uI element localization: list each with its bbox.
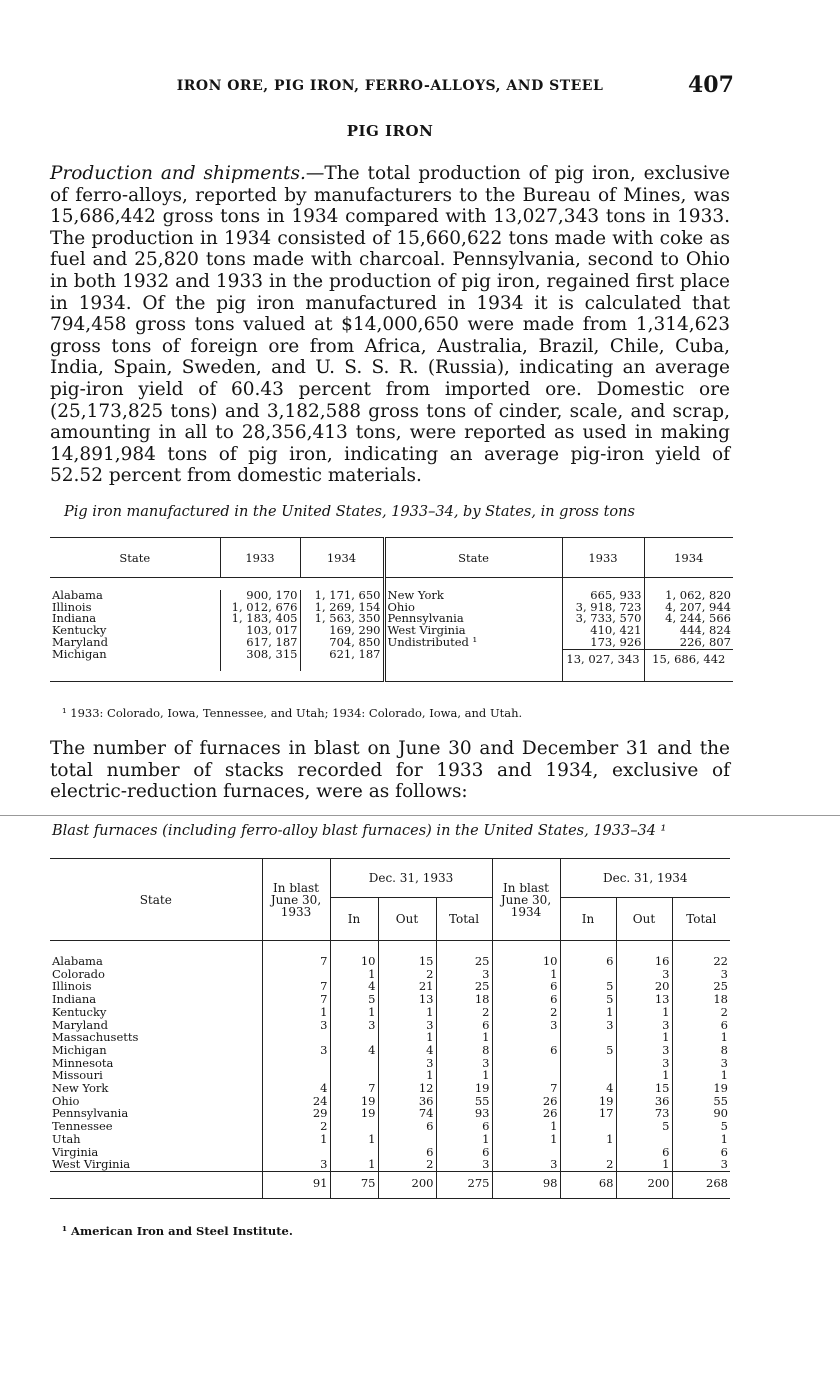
t2-value-tot33: 1 (436, 1133, 492, 1146)
t2-value-tot34: 1 (672, 1031, 730, 1044)
t2-value-in33: 1 (330, 1158, 378, 1171)
table-row (50, 1095, 730, 1108)
t2-value-j33: 1 (262, 1006, 330, 1019)
table-row (50, 968, 730, 981)
t2-total-in34: 68 (560, 1171, 616, 1198)
t2-state: Indiana (52, 992, 97, 1007)
t2-value-out33: 1 (378, 1006, 436, 1019)
t1-value: 1, 012, 676 (220, 602, 300, 614)
t2-value-tot33: 25 (436, 980, 492, 993)
t2-value-tot33: 8 (436, 1044, 492, 1057)
t2-value-in33 (330, 1057, 378, 1070)
t2-value-tot34: 90 (672, 1107, 730, 1120)
table-row (50, 1133, 730, 1146)
t1-value: 173, 926 (562, 637, 644, 649)
t2-value-in33: 3 (330, 1019, 378, 1032)
t1-value: 1, 062, 820 (644, 590, 733, 602)
t2-value-tot34: 1 (672, 1133, 730, 1146)
t2-total-j34: 98 (492, 1171, 560, 1198)
t2-value-tot33: 6 (436, 1120, 492, 1133)
t2-value-j33: 29 (262, 1107, 330, 1120)
t2-value-out34: 1 (616, 1158, 672, 1171)
t2-value-j34: 3 (492, 1019, 560, 1032)
t2-value-in33: 19 (330, 1107, 378, 1120)
t1-state: Pennsylvania (384, 613, 562, 625)
t2-value-j33: 7 (262, 993, 330, 1006)
t1-value: 665, 933 (562, 590, 644, 602)
t2-state: Virginia (52, 1144, 99, 1159)
t2-header-total-1933: Total (436, 898, 492, 941)
t2-value-j34: 1 (492, 1120, 560, 1133)
t1-value: 308, 315 (220, 649, 300, 671)
t1-total-1934: 15, 686, 442 (644, 649, 733, 671)
t2-value-out34: 16 (616, 955, 672, 968)
t2-total-tot34: 268 (672, 1171, 730, 1198)
t1-value: 617, 187 (220, 637, 300, 649)
t2-value-out34: 1 (616, 1031, 672, 1044)
pig-iron-by-state-table (50, 537, 733, 682)
t1-value: 169, 290 (300, 625, 384, 637)
t2-value-out34: 13 (616, 993, 672, 1006)
t1-state: West Virginia (384, 625, 562, 637)
t2-value-j34: 26 (492, 1107, 560, 1120)
table-row (50, 955, 730, 968)
t2-value-out34: 3 (616, 968, 672, 981)
t2-value-j33 (262, 1057, 330, 1070)
t1-state: Ohio (384, 602, 562, 614)
t2-header-out-1934: Out (616, 898, 672, 941)
t2-value-j34: 2 (492, 1006, 560, 1019)
t2-value-j34: 6 (492, 980, 560, 993)
table2-footnote: ¹ American Iron and Steel Institute. (62, 1224, 293, 1238)
t2-state: Tennessee (52, 1119, 113, 1134)
t2-value-tot33: 1 (436, 1069, 492, 1082)
t2-value-out33 (378, 1133, 436, 1146)
t2-value-in33: 5 (330, 993, 378, 1006)
t1-value: 900, 170 (220, 590, 300, 602)
t2-state: Ohio (52, 1093, 80, 1108)
t2-value-j34: 1 (492, 968, 560, 981)
t2-value-j34: 6 (492, 1044, 560, 1057)
t2-value-in34: 17 (560, 1107, 616, 1120)
t2-value-j33: 2 (262, 1120, 330, 1133)
t2-total-tot33: 275 (436, 1171, 492, 1198)
t2-value-in33: 10 (330, 955, 378, 968)
t2-value-out33: 1 (378, 1069, 436, 1082)
t2-value-in34 (560, 1057, 616, 1070)
t2-header-in-1933: In (330, 898, 378, 941)
table-row (50, 1044, 730, 1057)
t2-value-tot34: 18 (672, 993, 730, 1006)
t2-value-tot33: 3 (436, 1158, 492, 1171)
table-row (50, 1107, 730, 1120)
t2-value-out33: 36 (378, 1095, 436, 1108)
t2-value-tot34: 25 (672, 980, 730, 993)
t2-state: Massachusetts (52, 1030, 139, 1045)
t2-value-tot33: 25 (436, 955, 492, 968)
t2-value-j33: 7 (262, 955, 330, 968)
t2-value-j34 (492, 1057, 560, 1070)
t2-value-in34: 2 (560, 1158, 616, 1171)
t2-value-tot33: 1 (436, 1031, 492, 1044)
t2-value-tot33: 6 (436, 1146, 492, 1159)
t2-value-out33: 2 (378, 968, 436, 981)
t2-value-out34: 73 (616, 1107, 672, 1120)
section-title: PIG IRON (346, 122, 434, 140)
t2-value-tot33: 19 (436, 1082, 492, 1095)
table-row (50, 649, 733, 671)
t2-value-in33: 1 (330, 968, 378, 981)
t2-state: Minnesota (52, 1055, 114, 1070)
t1-total-1933: 13, 027, 343 (562, 649, 644, 671)
t2-value-in34: 4 (560, 1082, 616, 1095)
intro-text: —The total production of pig iron, exclusive of ferro-alloys, reported by manufacturers to the Bureau of Mines, was 15,686,442 gross tons in 1934 compared with 13,027,343 tons in 1933. The production in 1934 consisted of 15,660,622 tons made with coke as fuel and 25,820 tons made with charcoal. Pennsylvania, second to Ohio in both 1932 and 1933 in the production of pig iron, regained first place in 1934. Of the pig iron manufactured in 1934 it is calculated that 794,458 gross tons valued at $14,000,650 were made from 1,314,623 gross tons of foreign ore from Africa, Australia, Brazil, Chile, Cuba, India, Spain, Sweden, and U. S. S. R. (Russia), indicating an average pig-iron yield of 60.43 percent from imported ore. Domestic ore (25,173,825 tons) and 3,182,588 gross tons of cinder, scale, and scrap, amounting in all to 28,356,413 tons, were reported as used in making 14,891,984 tons of pig iron, indicating an average pig-iron yield of 52.52 percent from domestic materials. (50, 163, 730, 487)
t1-value: 444, 824 (644, 625, 733, 637)
t2-value-in34: 1 (560, 1133, 616, 1146)
t2-header-total-1934: Total (672, 898, 730, 941)
t1-state: Maryland (52, 634, 108, 649)
t2-value-j33: 1 (262, 1133, 330, 1146)
t1-state: Illinois (52, 599, 92, 614)
t2-value-tot34: 3 (672, 1057, 730, 1070)
t2-value-j34: 1 (492, 1133, 560, 1146)
t2-state: Illinois (52, 979, 92, 994)
t2-value-tot34: 19 (672, 1082, 730, 1095)
t1-value: 1, 563, 350 (300, 613, 384, 625)
t2-value-out33: 13 (378, 993, 436, 1006)
t2-value-tot34: 5 (672, 1120, 730, 1133)
t2-value-out33: 6 (378, 1120, 436, 1133)
t2-header-out-1933: Out (378, 898, 436, 941)
t2-header-dec1934: Dec. 31, 1934 (560, 859, 730, 898)
t2-value-in34: 5 (560, 1044, 616, 1057)
t2-total-in33: 75 (330, 1171, 378, 1198)
t2-total-j33: 91 (262, 1171, 330, 1198)
t2-value-tot34: 22 (672, 955, 730, 968)
t2-value-tot34: 2 (672, 1006, 730, 1019)
t2-header-in-1934: In (560, 898, 616, 941)
t2-state: Maryland (52, 1017, 108, 1032)
t2-value-j33: 24 (262, 1095, 330, 1108)
table-row (50, 1146, 730, 1159)
t2-value-tot33: 3 (436, 968, 492, 981)
table-row (50, 1082, 730, 1095)
table-row (50, 1120, 730, 1133)
t2-value-out33: 12 (378, 1082, 436, 1095)
t2-state: Kentucky (52, 1004, 107, 1019)
totals-row (50, 1171, 730, 1198)
t2-value-in33: 4 (330, 1044, 378, 1057)
t2-value-in33: 1 (330, 1133, 378, 1146)
t1-value: 226, 807 (644, 637, 733, 649)
t2-value-in33: 4 (330, 980, 378, 993)
table1-caption: Pig iron manufactured in the United States, 1933–34, by States, in gross tons (64, 504, 635, 520)
t2-state: Missouri (52, 1068, 103, 1083)
t2-value-j33: 3 (262, 1044, 330, 1057)
table-row (50, 980, 730, 993)
t2-value-in33: 1 (330, 1006, 378, 1019)
t1-value: 103, 017 (220, 625, 300, 637)
t2-value-out33: 6 (378, 1146, 436, 1159)
t2-value-out34: 6 (616, 1146, 672, 1159)
t2-value-in34: 19 (560, 1095, 616, 1108)
table-row (50, 1031, 730, 1044)
t2-value-out33: 2 (378, 1158, 436, 1171)
t2-state: Pennsylvania (52, 1106, 129, 1121)
t1-state: Undistributed ¹ (384, 637, 562, 649)
t1-value: 4, 244, 566 (644, 613, 733, 625)
t2-value-out33: 3 (378, 1057, 436, 1070)
t2-value-j33: 3 (262, 1158, 330, 1171)
t2-value-in34: 6 (560, 955, 616, 968)
t2-state: New York (52, 1081, 109, 1096)
t2-value-j34: 6 (492, 993, 560, 1006)
t2-state: Utah (52, 1131, 81, 1146)
table1-footnote: ¹ 1933: Colorado, Iowa, Tennessee, and Utah; 1934: Colorado, Iowa, and Utah. (62, 706, 523, 720)
t2-value-j34: 3 (492, 1158, 560, 1171)
t2-totals-label (50, 1171, 262, 1198)
blast-furnaces-table (50, 858, 730, 1199)
t1-value: 621, 187 (300, 649, 384, 671)
t2-value-tot33: 2 (436, 1006, 492, 1019)
t2-value-out34: 3 (616, 1044, 672, 1057)
t2-value-tot33: 93 (436, 1107, 492, 1120)
t2-value-out34: 3 (616, 1057, 672, 1070)
table2-caption: Blast furnaces (including ferro-alloy blast furnaces) in the United States, 1933–34 ¹ (52, 823, 667, 839)
t2-value-tot34: 6 (672, 1146, 730, 1159)
t2-value-out33: 21 (378, 980, 436, 993)
t2-value-in33 (330, 1120, 378, 1133)
t2-value-tot33: 18 (436, 993, 492, 1006)
t1-value: 1, 183, 405 (220, 613, 300, 625)
t2-total-out33: 200 (378, 1171, 436, 1198)
t2-value-out34: 1 (616, 1069, 672, 1082)
t2-state: Alabama (52, 954, 103, 968)
t1-value: 3, 918, 723 (562, 602, 644, 614)
table-row (50, 1019, 730, 1032)
t2-total-out34: 200 (616, 1171, 672, 1198)
t1-state: Alabama (52, 588, 103, 602)
t1-header-state-left: State (50, 538, 220, 578)
t2-value-tot33: 6 (436, 1019, 492, 1032)
t1-state: Kentucky (52, 623, 107, 638)
t2-header-jun1933 (262, 859, 330, 941)
table-row (50, 1069, 730, 1082)
t2-header-state: State (50, 859, 262, 941)
t1-header-1933-right: 1933 (562, 538, 644, 578)
t2-value-tot34: 6 (672, 1019, 730, 1032)
t1-value: 704, 850 (300, 637, 384, 649)
t2-value-j33: 4 (262, 1082, 330, 1095)
t2-value-j33: 3 (262, 1019, 330, 1032)
table-row (50, 993, 730, 1006)
t1-header-1934-right: 1934 (644, 538, 733, 578)
t2-header-jun1934-text: In blast June 30, 1934 (500, 880, 552, 919)
t2-value-out34: 36 (616, 1095, 672, 1108)
t2-value-out33: 74 (378, 1107, 436, 1120)
t2-value-out33: 1 (378, 1031, 436, 1044)
t2-value-in33: 19 (330, 1095, 378, 1108)
t1-value: 1, 269, 154 (300, 602, 384, 614)
t2-value-out34: 1 (616, 1006, 672, 1019)
divider (0, 815, 840, 816)
t2-value-in34: 1 (560, 1006, 616, 1019)
t2-value-j34: 7 (492, 1082, 560, 1095)
t2-value-in34: 5 (560, 980, 616, 993)
furnace-paragraph: The number of furnaces in blast on June 30 and December 31 and the total number of stacks recorded for 1933 and 1934, exclusive of electric-reduction furnaces, were as follows: (50, 738, 730, 803)
intro-paragraph (50, 163, 730, 487)
table-row (50, 1158, 730, 1171)
t1-header-state-right: State (384, 538, 562, 578)
running-head: IRON ORE, PIG IRON, FERRO-ALLOYS, AND STEEL (176, 78, 604, 94)
t1-state: Michigan (52, 647, 107, 662)
t1-value: 410, 421 (562, 625, 644, 637)
t2-state: West Virginia (52, 1157, 131, 1172)
table-row (50, 637, 733, 649)
t2-state: Michigan (52, 1042, 107, 1057)
t2-value-out34: 15 (616, 1082, 672, 1095)
t1-state: Indiana (52, 611, 97, 626)
t2-value-j33: 7 (262, 980, 330, 993)
t2-value-tot34: 3 (672, 968, 730, 981)
table-row (50, 1057, 730, 1070)
t2-value-tot34: 8 (672, 1044, 730, 1057)
t2-value-tot33: 3 (436, 1057, 492, 1070)
t2-value-in34 (560, 1120, 616, 1133)
t2-value-out33: 15 (378, 955, 436, 968)
t2-value-j34: 26 (492, 1095, 560, 1108)
t2-value-out33: 3 (378, 1019, 436, 1032)
t2-value-in34: 3 (560, 1019, 616, 1032)
t1-value: 4, 207, 944 (644, 602, 733, 614)
t1-value: 1, 171, 650 (300, 590, 384, 602)
t1-header-1933-left: 1933 (220, 538, 300, 578)
t2-state: Colorado (52, 966, 105, 981)
t2-value-tot33: 55 (436, 1095, 492, 1108)
t1-state: New York (384, 590, 562, 602)
intro-lead: Production and shipments. (50, 163, 306, 184)
t2-value-out34: 3 (616, 1019, 672, 1032)
t2-value-out34: 20 (616, 980, 672, 993)
t2-value-out34: 5 (616, 1120, 672, 1133)
t1-value: 3, 733, 570 (562, 613, 644, 625)
t2-value-tot34: 55 (672, 1095, 730, 1108)
t2-header-jun1934 (492, 859, 560, 941)
t2-header-jun1933-text: In blast June 30, 1933 (270, 880, 322, 919)
t2-value-j34: 10 (492, 955, 560, 968)
t1-header-1934-left: 1934 (300, 538, 384, 578)
t2-value-out34 (616, 1133, 672, 1146)
page-number: 407 (688, 72, 734, 98)
t2-header-dec1933: Dec. 31, 1933 (330, 859, 492, 898)
t2-value-tot34: 1 (672, 1069, 730, 1082)
t2-value-tot34: 3 (672, 1158, 730, 1171)
t2-value-in33: 7 (330, 1082, 378, 1095)
table-row (50, 1006, 730, 1019)
t2-value-out33: 4 (378, 1044, 436, 1057)
t2-value-in34: 5 (560, 993, 616, 1006)
